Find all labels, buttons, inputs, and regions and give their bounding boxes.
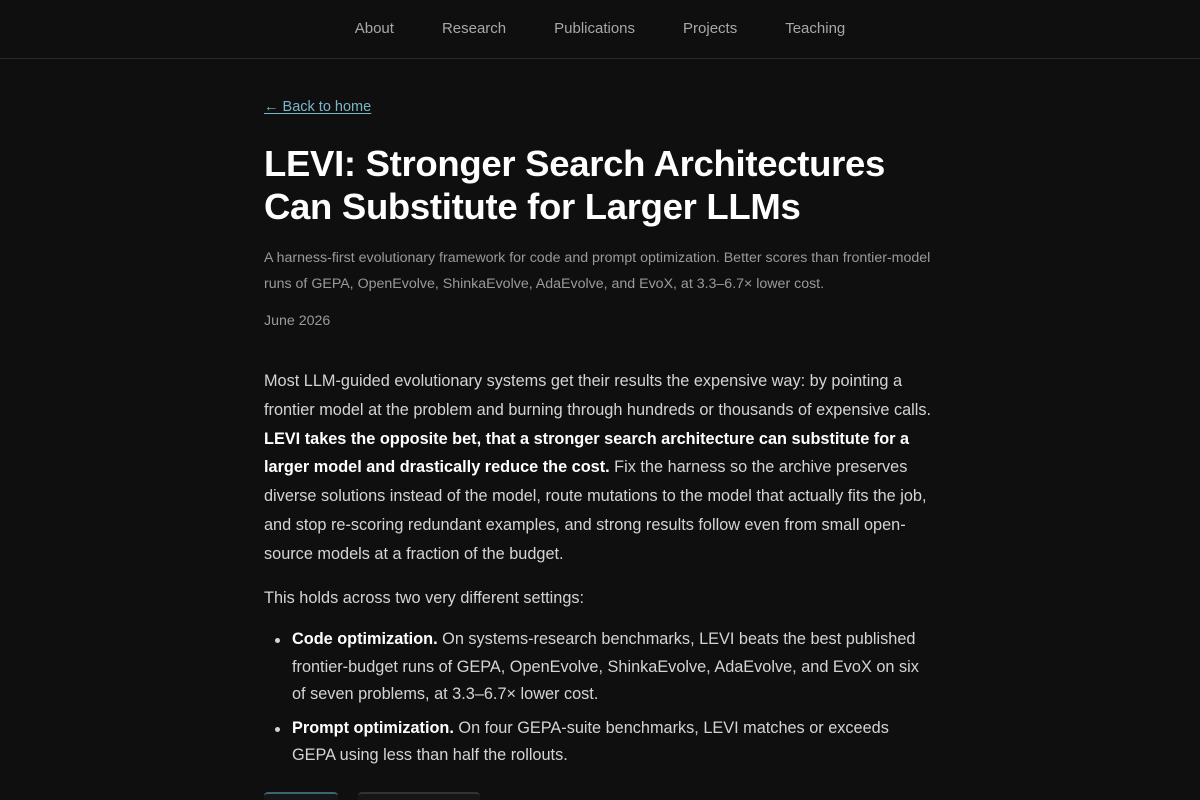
article-title: LEVI: Stronger Search Architectures Can Substitute for Larger LLMs [264,143,885,227]
intro-text-start: Most LLM-guided evolutionary systems get their results the expensive way: by pointing a frontier model at the problem and burning through hundreds or thousands of expensive calls. [264,372,932,419]
article-subtitle: A harness-first evolutionary framework for code and prompt optimization. Better scores than frontier-model runs of GEPA, OpenEvolve, ShinkaEvolve, AdaEvolve, and EvoX, at 3.3–6.7× lower cost. [264,250,931,292]
nav-item-publications[interactable]: Publications [554,19,636,37]
nav-item-projects[interactable]: Projects [683,19,738,37]
intro-text-end: Fix the harness so the archive preserves diverse solutions instead of the model, route mutations to the model that actually fits the job, and stop re-scoring redundant examples, and strong results follow even from small open-source models at a fraction of the budget. [264,458,927,563]
settings-lead-paragraph: This holds across two very different settings: [264,588,585,607]
bullet-heading-code: Code optimization. [292,630,438,649]
article-main [264,59,936,800]
list-item [264,626,936,709]
action-button-primary[interactable] [264,792,338,800]
top-navigation [0,0,1200,59]
action-buttons-row [264,792,936,800]
intro-paragraph [264,367,936,569]
back-to-home-link[interactable]: ← Back to home [264,99,372,115]
intro-bold-claim: LEVI takes the opposite bet, that a stronger search architecture can substitute for a larger model and drastically reduce the cost. [264,429,910,477]
nav-item-about[interactable]: About [354,19,394,37]
bullet-text-prompt: On four GEPA-suite benchmarks, LEVI matches or exceeds GEPA using less than half the rollouts. [292,718,889,765]
list-item [264,715,936,770]
action-button-secondary[interactable] [358,792,480,800]
results-list [264,626,936,770]
bullet-heading-prompt: Prompt optimization. [292,718,454,737]
bullet-text-code: On systems-research benchmarks, LEVI beats the best published frontier-budget runs of GEPA, OpenEvolve, ShinkaEvolve, AdaEvolve, and EvoX on six of seven problems, at 3.3–6.7× lower cost. [292,630,919,704]
nav-item-research[interactable]: Research [441,19,507,37]
article-date: June 2026 [264,313,331,329]
nav-item-teaching[interactable]: Teaching [785,19,846,37]
